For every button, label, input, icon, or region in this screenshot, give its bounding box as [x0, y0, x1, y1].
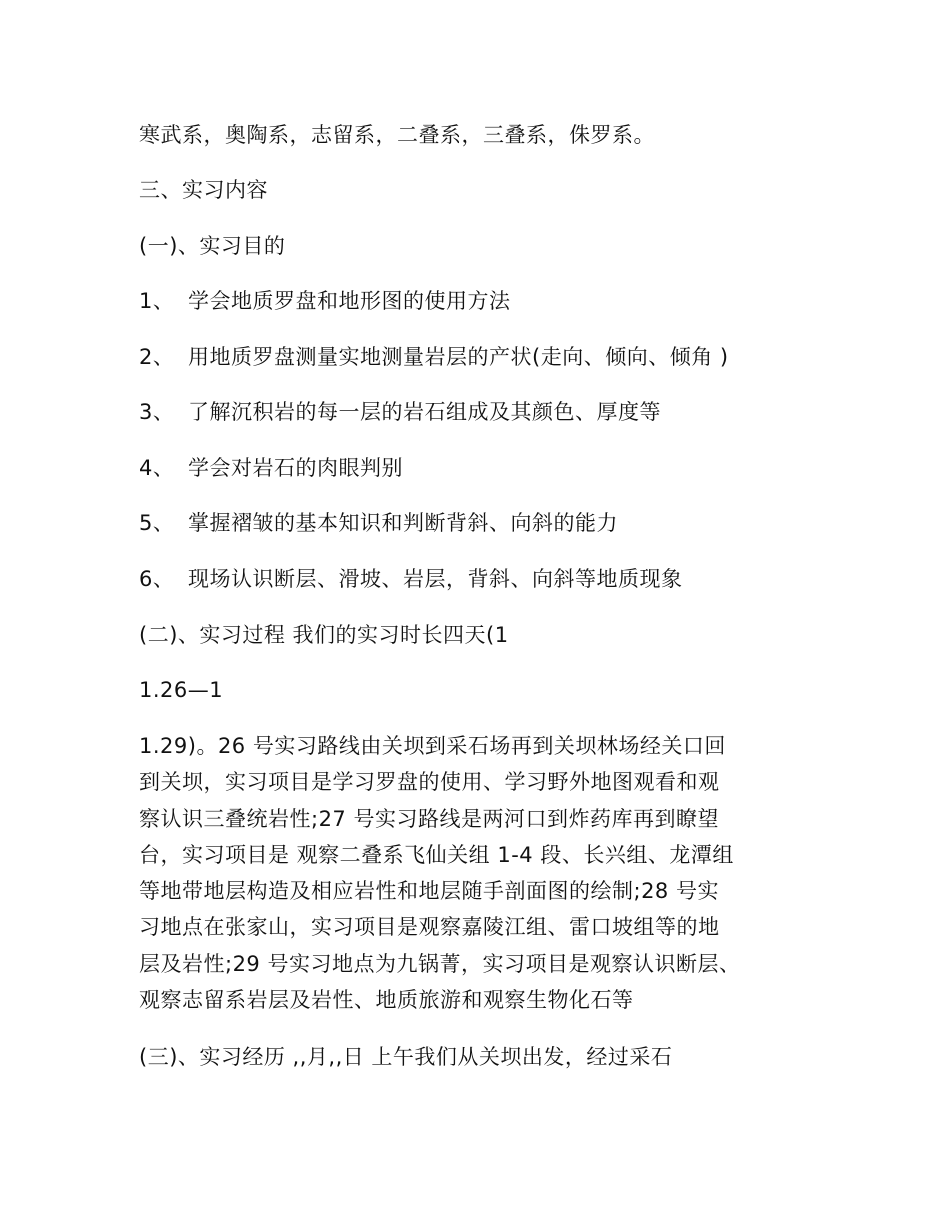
objective-text: 学会地质罗盘和地形图的使用方法: [188, 289, 511, 313]
paragraph-line: 观察志留系岩层及岩性、地质旅游和观察生物化石等: [139, 988, 634, 1013]
subsection-heading-experience: (三)、实习经历 ,,月,,日 上午我们从关坝出发，经过采石: [139, 1045, 673, 1069]
paragraph-line: 等地带地层构造及相应岩性和地层随手剖面图的绘制;28 号实: [139, 879, 719, 904]
subsection-heading-objectives: (一)、实习目的: [139, 234, 286, 258]
objective-item: [139, 510, 618, 537]
strata-list-line: 寒武系，奥陶系，志留系，二叠系，三叠系，侏罗系。: [139, 123, 655, 147]
section-heading-internship-content: 三、实习内容: [139, 178, 268, 202]
date-fragment: 1.26—1: [139, 678, 224, 702]
objective-item: [139, 566, 683, 593]
objective-number: 2、: [139, 345, 175, 369]
objective-text: 现场认识断层、滑坡、岩层，背斜、向斜等地质现象: [188, 567, 683, 591]
objective-item: [139, 399, 661, 426]
objective-item: [139, 344, 729, 371]
paragraph-line: 1.29)。26 号实习路线由关坝到采石场再到关坝林场经关口回: [139, 734, 726, 758]
objective-number: 5、: [139, 511, 175, 535]
process-paragraph: [139, 728, 829, 1018]
objective-number: 3、: [139, 400, 175, 424]
objective-text: 用地质罗盘测量实地测量岩层的产状(走向、倾向、倾角 ): [188, 345, 729, 369]
paragraph-line: 层及岩性;29 号实习地点为九锅菁，实习项目是观察认识断层、: [139, 951, 741, 976]
paragraph-line: 到关坝，实习项目是学习罗盘的使用、学习野外地图观看和观: [139, 770, 720, 795]
paragraph-line: 台，实习项目是 观察二叠系飞仙关组 1-4 段、长兴组、龙潭组: [139, 842, 734, 867]
objective-text: 了解沉积岩的每一层的岩石组成及其颜色、厚度等: [188, 400, 661, 424]
objective-text: 掌握褶皱的基本知识和判断背斜、向斜的能力: [188, 511, 618, 535]
subsection-heading-process: (二)、实习过程 我们的实习时长四天(1: [139, 623, 509, 647]
objective-number: 4、: [139, 456, 175, 480]
objective-item: [139, 455, 403, 482]
paragraph-line: 察认识三叠统岩性;27 号实习路线是两河口到炸药库再到瞭望: [139, 806, 719, 831]
paragraph-line: 习地点在张家山，实习项目是观察嘉陵江组、雷口坡组等的地: [139, 915, 720, 940]
objective-text: 学会对岩石的肉眼判别: [188, 456, 403, 480]
objective-item: [139, 288, 511, 315]
objective-number: 1、: [139, 289, 175, 313]
objective-number: 6、: [139, 567, 175, 591]
